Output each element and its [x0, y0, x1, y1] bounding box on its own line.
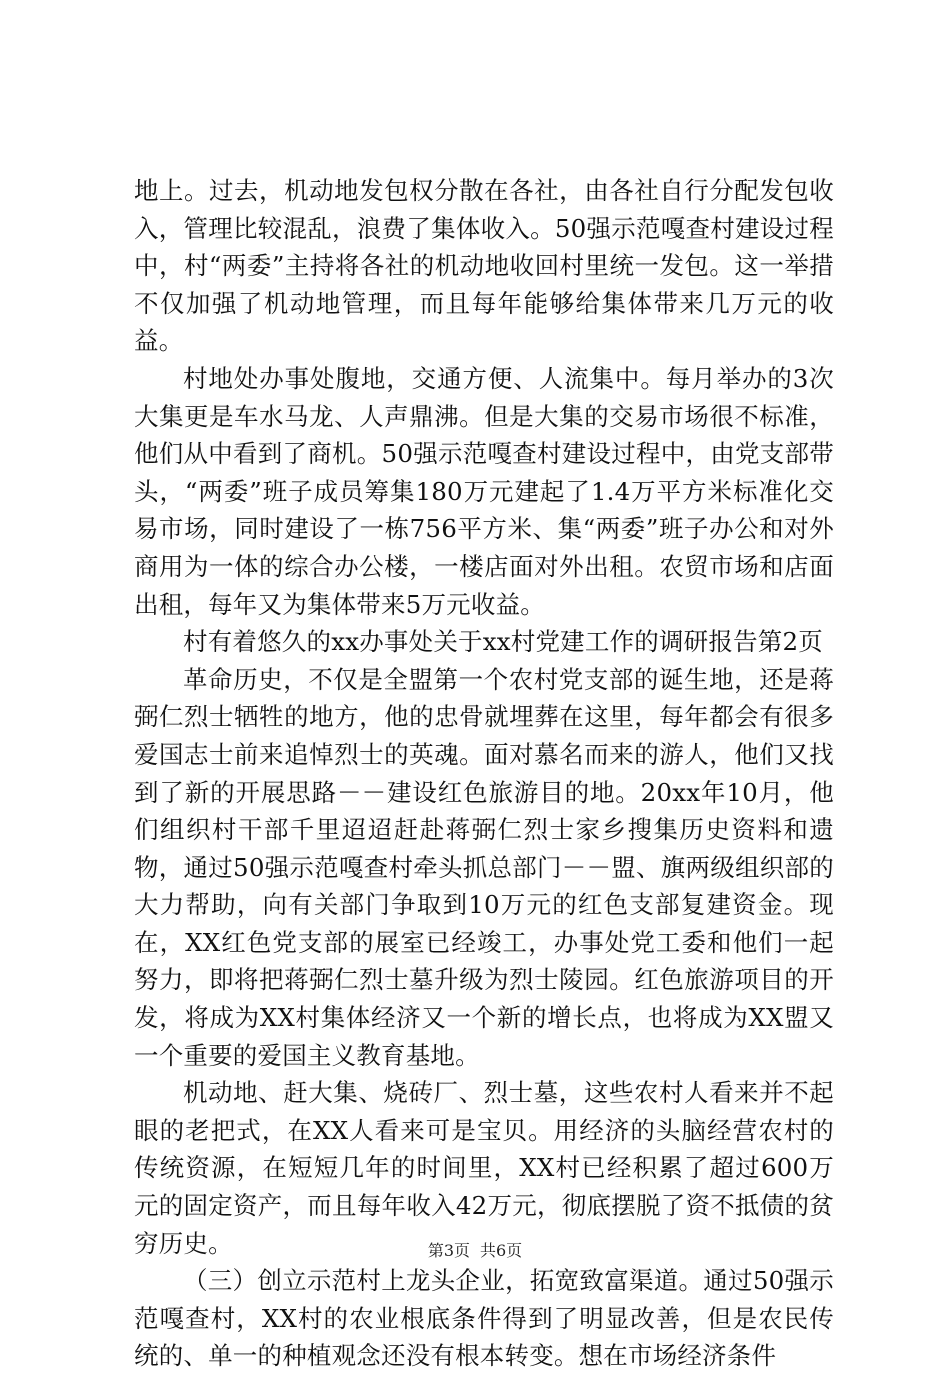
paragraph-3: 村有着悠久的xx办事处关于xx村党建工作的调研报告第2页: [183, 627, 823, 657]
page-number: 第3页: [427, 1241, 470, 1260]
document-body: [134, 172, 834, 1375]
page-total: 共6页: [480, 1241, 523, 1260]
paragraph-6: （三）创立示范村上龙头企业，拓宽致富渠道。通过50强示范嘎查村，XX村的农业根底条件得到了明显改善，但是农民传统的、单一的种植观念还没有根本转变。想在市场经济条件: [134, 1266, 834, 1371]
paragraph-4: 革命历史，不仅是全盟第一个农村党支部的诞生地，还是蒋弼仁烈士牺牲的地方，他的忠骨就埋葬在这里，每年都会有很多爱国志士前来追悼烈士的英魂。面对慕名而来的游人，他们又找到了新的开展思路－－建设红色旅游目的地。20xx年10月，他们组织村干部千里迢迢赶赴蒋弼仁烈士家乡搜集历史资料和遗物，通过50强示范嘎查村牵头抓总部门－－盟、旗两级组织部的大力帮助，向有关部门争取到10万元的红色支部复建资金。现在，XX红色党支部的展室已经竣工，办事处党工委和他们一起努力，即将把蒋弼仁烈士墓升级为烈士陵园。红色旅游项目的开发，将成为XX村集体经济又一个新的增长点，也将成为XX盟又一个重要的爱国主义教育基地。: [134, 664, 834, 1070]
paragraph-2: 村地处办事处腹地，交通方便、人流集中。每月举办的3次大集更是车水马龙、人声鼎沸。但是大集的交易市场很不标准，他们从中看到了商机。50强示范嘎查村建设过程中，由党支部带头，“两委”班子成员筹集180万元建起了1.4万平方米标准化交易市场，同时建设了一栋756平方米、集“两委”班子办公和对外商用为一体的综合办公楼，一楼店面对外出租。农贸市场和店面出租，每年又为集体带来5万元收益。: [134, 363, 834, 619]
paragraph-1: 地上。过去，机动地发包权分散在各社，由各社自行分配发包收入，管理比较混乱，浪费了集体收入。50强示范嘎查村建设过程中，村“两委”主持将各社的机动地收回村里统一发包。这一举措不仅加强了机动地管理，而且每年能够给集体带来几万元的收益。: [134, 176, 834, 356]
page-footer: [0, 1238, 950, 1261]
paragraph-5: 机动地、赶大集、烧砖厂、烈士墓，这些农村人看来并不起眼的老把式，在XX人看来可是宝贝。用经济的头脑经营农村的传统资源，在短短几年的时间里，XX村已经积累了超过600万元的固定资产，而且每年收入42万元，彻底摆脱了资不抵债的贫穷历史。: [134, 1078, 834, 1258]
